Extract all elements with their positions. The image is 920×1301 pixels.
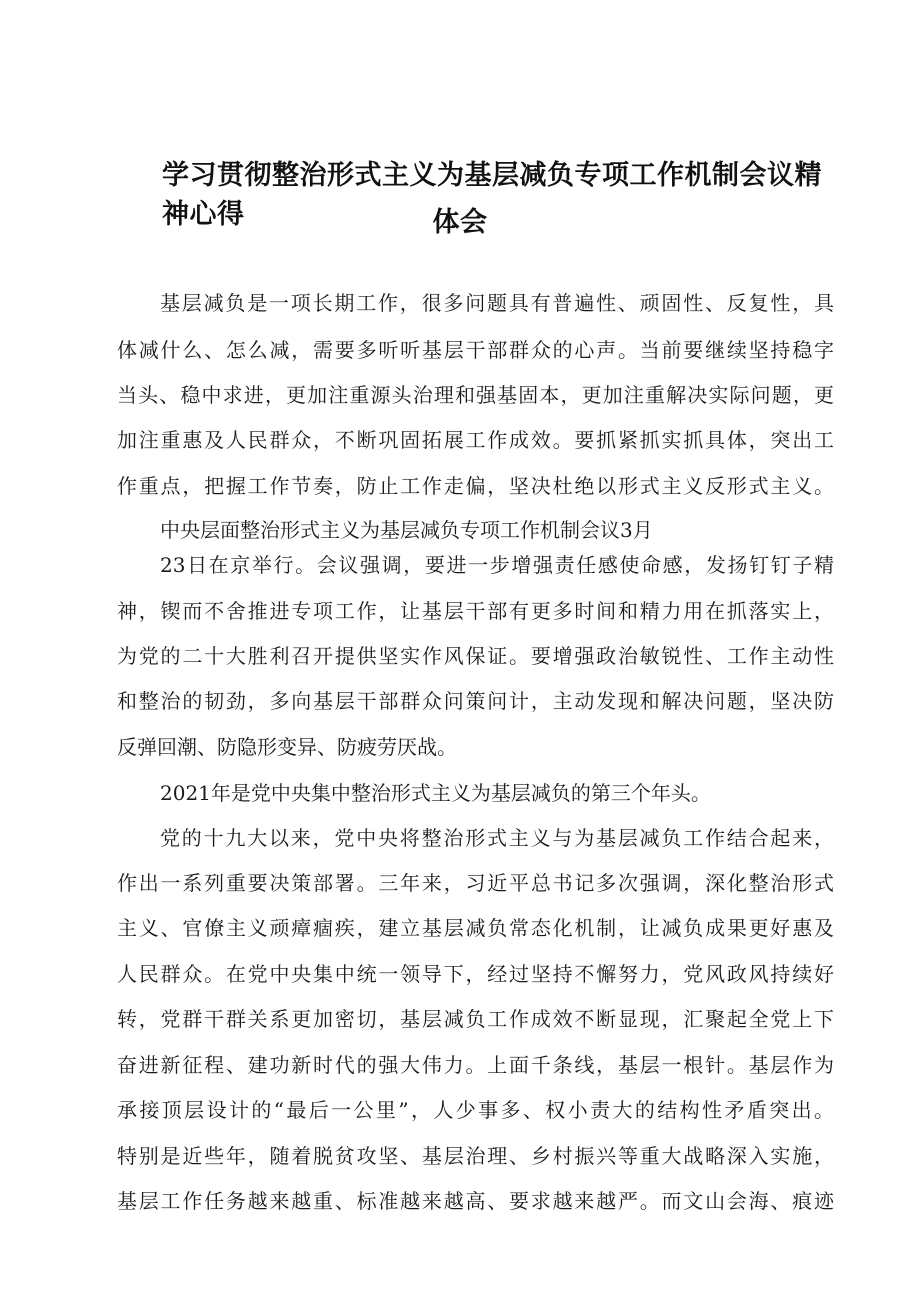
body-text-line: 神，锲而不舍推进专项工作，让基层干部有更多时间和精力用在抓落实上，: [117, 599, 834, 623]
body-text-line: 特别是近些年，随着脱贫攻坚、基层治理、乡村振兴等重大战略深入实施，: [117, 1144, 834, 1168]
body-text-line: 作出一系列重要决策部署。三年来，习近平总书记多次强调，深化整治形式: [117, 871, 834, 895]
body-text-line: 党的十九大以来，党中央将整治形式主义与为基层减负工作结合起来，: [160, 826, 834, 850]
body-text-line: 23日在京举行。会议强调，要进一步增强责任感使命感，发扬钉钉子精: [160, 553, 834, 577]
body-text-line: 承接顶层设计的“最后一公里”，人少事多、权小责大的结构性矛盾突出。: [117, 1098, 834, 1122]
body-text-line: 和整治的韧劲，多向基层干部群众问策问计，主动发现和解决问题，坚决防: [117, 689, 834, 713]
body-text-line: 奋进新征程、建功新时代的强大伟力。上面千条线，基层一根针。基层作为: [117, 1053, 834, 1077]
body-text-line: 作重点，把握工作节奏，防止工作走偏，坚决杜绝以形式主义反形式主义。: [117, 474, 834, 498]
body-text-line: 转，党群干群关系更加密切，基层减负工作成效不断显现，汇聚起全党上下: [117, 1007, 834, 1031]
body-text-line: 人民群众。在党中央集中统一领导下，经过坚持不懈努力，党风政风持续好: [117, 962, 834, 986]
body-text-line: 加注重惠及人民群众，不断巩固拓展工作成效。要抓紧抓实抓具体，突出工: [117, 428, 834, 452]
body-text-line: 体减什么、怎么减，需要多听听基层干部群众的心声。当前要继续坚持稳字: [117, 338, 834, 362]
body-text-line: 当头、稳中求进，更加注重源头治理和强基固本，更加注重解决实际问题，更: [117, 383, 834, 407]
document-title-line-2: 体会: [432, 207, 488, 238]
body-text-line: 基层工作任务越来越重、标准越来越高、要求越来越严。而文山会海、痕迹: [117, 1189, 834, 1213]
body-text-line: 主义、官僚主义顽瘴痼疾，建立基层减负常态化机制，让减负成果更好惠及: [117, 916, 834, 940]
body-text-line: 反弹回潮、防隐形变异、防疲劳厌战。: [117, 735, 457, 759]
document-title-line-1: 学习贯彻整治形式主义为基层减负专项工作机制会议精神心得: [162, 160, 822, 230]
body-text-line: 中央层面整治形式主义为基层减负专项工作机制会议3月: [160, 518, 653, 542]
body-text-line: 为党的二十大胜利召开提供坚实作风保证。要增强政治敏锐性、工作主动性: [117, 644, 834, 668]
body-text-line: 2021年是党中央集中整治形式主义为基层减负的第三个年头。: [160, 781, 711, 805]
body-text-line: 基层减负是一项长期工作，很多问题具有普遍性、顽固性、反复性，具: [160, 291, 834, 315]
